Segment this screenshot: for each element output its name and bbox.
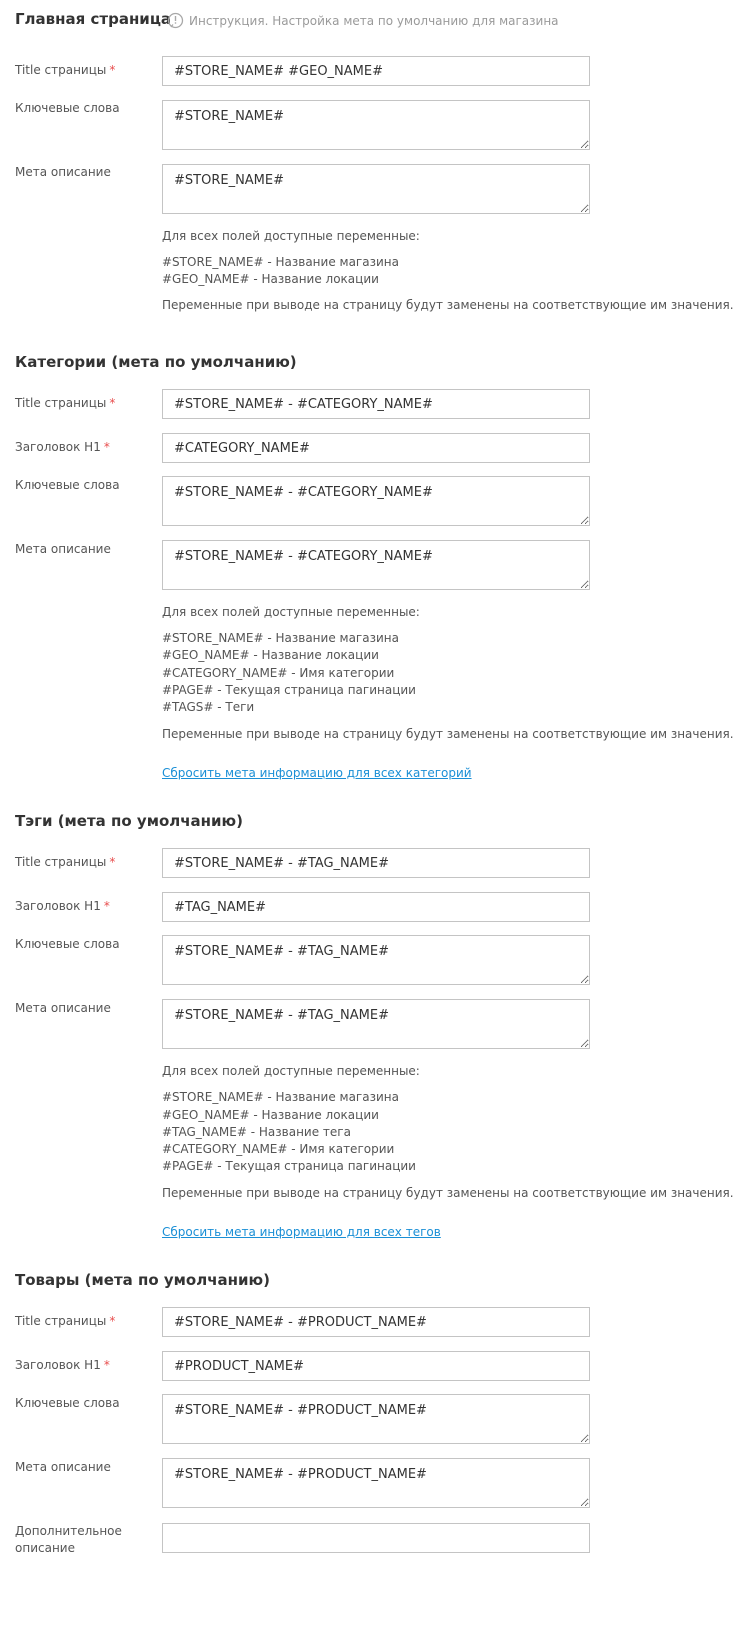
- required-mark: *: [103, 1358, 110, 1372]
- tags-title-input[interactable]: [162, 848, 590, 878]
- categories-variable: #GEO_NAME# - Название локации: [162, 648, 379, 662]
- tags-h1-label: Заголовок H1 *: [15, 899, 110, 913]
- main-keywords-label: Ключевые слова: [15, 101, 120, 115]
- main-title-label: Title страницы *: [15, 63, 116, 77]
- tags-h1-input[interactable]: [162, 892, 590, 922]
- main-hint-header: Для всех полей доступные переменные:: [162, 229, 420, 243]
- instruction-link-label: Инструкция. Настройка мета по умолчанию для магазина: [189, 13, 559, 28]
- categories-variable: #STORE_NAME# - Название магазина: [162, 631, 399, 645]
- reset-categories-link[interactable]: Сбросить мета информацию для всех категорий: [162, 766, 472, 780]
- tags-variable: #GEO_NAME# - Название локации: [162, 1108, 379, 1122]
- main-keywords-textarea[interactable]: [162, 100, 590, 150]
- main-description-textarea[interactable]: [162, 164, 590, 214]
- main-title-input[interactable]: [162, 56, 590, 86]
- instruction-link[interactable]: [167, 12, 559, 29]
- required-mark: *: [109, 396, 116, 410]
- categories-description-label: Мета описание: [15, 542, 111, 556]
- required-mark: *: [109, 855, 116, 869]
- tags-keywords-label: Ключевые слова: [15, 937, 120, 951]
- tags-variable: #TAG_NAME# - Название тега: [162, 1125, 351, 1139]
- tags-hint-header: Для всех полей доступные переменные:: [162, 1064, 420, 1078]
- required-mark: *: [103, 440, 110, 454]
- products-title-label: Title страницы *: [15, 1314, 116, 1328]
- categories-h1-label: Заголовок H1 *: [15, 440, 110, 454]
- products-description-textarea[interactable]: [162, 1458, 590, 1508]
- tags-title-label: Title страницы *: [15, 855, 116, 869]
- required-mark: *: [109, 63, 116, 77]
- categories-hint-header: Для всех полей доступные переменные:: [162, 605, 420, 619]
- reset-tags-link[interactable]: Сбросить мета информацию для всех тегов: [162, 1225, 441, 1239]
- section-title-products: Товары (мета по умолчанию): [15, 1271, 270, 1289]
- categories-variable: #PAGE# - Текущая страница пагинации: [162, 683, 416, 697]
- products-keywords-label: Ключевые слова: [15, 1396, 120, 1410]
- tags-description-textarea[interactable]: [162, 999, 590, 1049]
- categories-h1-input[interactable]: [162, 433, 590, 463]
- products-extra-input[interactable]: [162, 1523, 590, 1553]
- categories-variable: #CATEGORY_NAME# - Имя категории: [162, 666, 395, 680]
- main-variable: #STORE_NAME# - Название магазина: [162, 255, 399, 269]
- products-keywords-textarea[interactable]: [162, 1394, 590, 1444]
- tags-variable: #PAGE# - Текущая страница пагинации: [162, 1159, 416, 1173]
- main-variable: #GEO_NAME# - Название локации: [162, 272, 379, 286]
- tags-variable: #STORE_NAME# - Название магазина: [162, 1090, 399, 1104]
- section-title-categories: Категории (мета по умолчанию): [15, 353, 297, 371]
- products-title-input[interactable]: [162, 1307, 590, 1337]
- tags-description-label: Мета описание: [15, 1001, 111, 1015]
- products-extra-label: Дополнительное описание: [15, 1524, 122, 1555]
- required-mark: *: [103, 899, 110, 913]
- products-h1-input[interactable]: [162, 1351, 590, 1381]
- tags-variable: #CATEGORY_NAME# - Имя категории: [162, 1142, 395, 1156]
- main-description-label: Мета описание: [15, 165, 111, 179]
- tags-hint-footer: Переменные при выводе на страницу будут заменены на соответствующие им значения.: [162, 1186, 734, 1200]
- tags-keywords-textarea[interactable]: [162, 935, 590, 985]
- categories-keywords-textarea[interactable]: [162, 476, 590, 526]
- section-title-tags: Тэги (мета по умолчанию): [15, 812, 243, 830]
- categories-variable: #TAGS# - Теги: [162, 700, 255, 714]
- required-mark: *: [109, 1314, 116, 1328]
- categories-title-input[interactable]: [162, 389, 590, 419]
- products-description-label: Мета описание: [15, 1460, 111, 1474]
- products-h1-label: Заголовок H1 *: [15, 1358, 110, 1372]
- info-icon: [167, 12, 184, 29]
- main-hint-footer: Переменные при выводе на страницу будут заменены на соответствующие им значения.: [162, 298, 734, 312]
- categories-keywords-label: Ключевые слова: [15, 478, 120, 492]
- categories-hint-footer: Переменные при выводе на страницу будут заменены на соответствующие им значения.: [162, 727, 734, 741]
- categories-title-label: Title страницы *: [15, 396, 116, 410]
- categories-description-textarea[interactable]: [162, 540, 590, 590]
- section-title-main: Главная страница: [15, 10, 172, 28]
